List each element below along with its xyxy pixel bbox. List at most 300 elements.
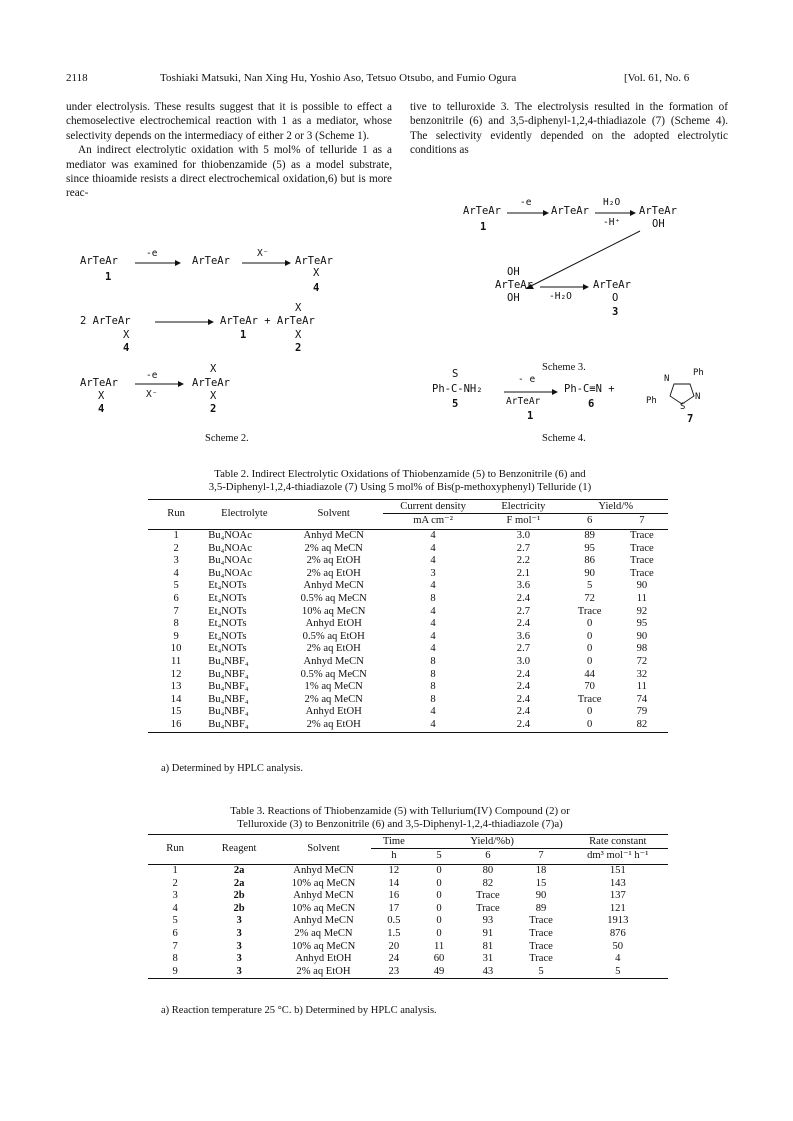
table-cell: Anhyd MeCN [303,530,364,541]
scheme3-oxo: O [612,292,619,304]
scheme2-x: X [295,329,302,341]
table-row [148,618,668,631]
scheme4-arrow-bottom: ArTeAr [506,396,541,407]
table-cell: 49 [433,965,445,977]
table-cell: 2.4 [516,592,531,604]
t2-header-current: Current density [400,501,466,512]
table-cell: Bu₄NBF₄ [208,718,249,730]
table-cell: 1 [173,530,179,541]
table-cell: 90 [584,567,595,579]
table-cell: 89 [535,902,547,914]
table-3 [148,834,668,979]
table-cell: 74 [636,693,648,705]
t3-header-yield-6: 6 [461,849,514,863]
scheme3-oh-top: OH [507,266,520,278]
scheme3-top-arrow2: H₂O [603,197,621,208]
table-cell: 2% aq MeCN [304,693,363,705]
table-cell: 0 [586,655,593,667]
table-cell: 2 [172,877,178,889]
table-cell: Anhyd MeCN [293,865,354,876]
right-column [410,100,728,158]
table-row [148,719,668,732]
table-cell: 2.7 [516,643,531,655]
table-cell: Trace [630,542,654,554]
scheme3-bottom-right: ArTeAr [593,279,631,291]
table-cell: Bu₄NOAc [208,567,252,579]
table-cell: 5 [615,965,621,977]
table-cell: Anhyd EtOH [305,618,362,630]
table-cell: 0 [436,865,442,876]
table-cell: 2.4 [516,706,531,718]
table-cell: 11 [171,655,182,667]
table-cell: 4 [430,643,436,655]
scheme2-r3-right: ArTeAr [192,377,230,389]
table-cell: 89 [584,530,595,541]
table-cell: 3 [172,890,178,902]
table-cell: 72 [584,592,595,604]
scheme3-bottom-left: ArTeAr [495,279,533,291]
scheme2-r2-left: 2 ArTeAr [80,315,131,327]
table-cell: 4 [430,630,436,642]
table-cell: 0 [436,927,442,939]
table-cell: 2% aq MeCN [294,927,353,939]
scheme4-label-6: 6 [588,398,595,410]
table-cell: 5 [538,965,544,977]
scheme2-label-2: 2 [295,342,302,354]
table-cell: 10% aq MeCN [301,605,366,617]
table-cell: Bu₄NBF₄ [208,655,249,667]
table-cell: 0 [586,630,593,642]
table-row [148,656,668,669]
table-cell: 3.6 [516,630,531,642]
table-cell: 2b [233,902,245,914]
table-cell: Anhyd EtOH [295,953,352,965]
table-cell: 11 [433,940,445,952]
table-cell: 2.7 [516,542,531,554]
table-cell: Anhyd MeCN [303,580,364,592]
table-row [148,694,668,707]
table-cell: 9 [173,630,179,642]
table-cell: 3 [236,940,242,952]
table-cell: Trace [577,605,602,617]
table-row [148,915,668,928]
table-cell: 0.5 [387,915,401,927]
table-cell: 2.4 [516,693,531,705]
scheme4-ring-n-right: N [695,392,701,402]
scheme2-r3-arrow-sub: X⁻ [146,389,158,400]
table-cell: 7 [173,605,179,617]
t2-header-yield-7: 7 [616,514,668,528]
t3-header-run: Run [166,843,184,854]
table-cell: 70 [584,681,595,693]
scheme-4 [432,368,732,428]
t2-header-electricity: Electricity [501,501,546,512]
table-cell: 95 [584,542,595,554]
t3-header-yield-7: 7 [514,849,567,863]
table-3-grid [148,835,668,978]
table-cell: Trace [630,567,654,579]
table-cell: 90 [535,890,547,902]
scheme4-s: S [452,368,459,380]
scheme2-r1-right: ArTeAr [295,255,333,267]
table-cell: 3 [236,953,242,965]
table-cell: 2a [233,865,245,876]
scheme3-label-1: 1 [480,221,487,233]
table-cell: Trace [529,953,553,965]
table-cell: 10% aq MeCN [291,877,356,889]
scheme-2 [80,245,380,445]
table-2-grid [148,500,668,732]
table-cell: 9 [172,965,178,977]
table-cell: 81 [482,940,494,952]
table-cell: 23 [388,965,400,977]
table-cell: Et₄NOTs [208,618,247,630]
table-cell: 2 [173,542,179,554]
table-row [148,890,668,903]
table-cell: 90 [636,630,648,642]
scheme2-r1-left: ArTeAr [80,255,118,267]
table-cell: 20 [388,940,400,952]
table-cell: 93 [482,915,494,927]
table-row [148,966,668,979]
table-cell: Trace [529,940,553,952]
table-cell: 4 [430,706,436,718]
table-cell: 5 [586,580,593,592]
table-cell: 0.5% aq MeCN [300,592,367,604]
table-cell: 4 [615,953,621,965]
table-row [148,555,668,568]
scheme2-x: X [123,329,130,341]
scheme3-oh-bottom: OH [507,292,520,304]
table-cell: 10% aq MeCN [291,940,356,952]
table-cell: 0.5% aq MeCN [300,668,367,680]
scheme3-top-mid: ArTeAr [551,205,589,217]
table-cell: 3.0 [516,530,531,541]
scheme4-ring-ph1: Ph [693,368,704,378]
table-cell: 10 [170,643,182,655]
table-row [148,865,668,878]
table-cell: 0 [586,706,593,718]
t2-header-electricity-unit: F mol⁻¹ [483,514,563,528]
table-cell: 121 [609,902,626,914]
table-cell: 50 [612,940,624,952]
t3-header-yield-5: 5 [417,849,462,863]
table-cell: 80 [482,865,494,876]
table-cell: Et₄NOTs [208,643,247,655]
table-2 [148,499,668,733]
scheme-3 [455,195,725,345]
table-row [148,543,668,556]
t2-header-solvent: Solvent [317,508,350,519]
table-cell: 4 [430,555,436,567]
table-cell: 15 [170,706,182,718]
table-cell: 2b [233,890,245,902]
table-3-caption-line-1: Table 3. Reactions of Thiobenzamide (5) with Tellurium(IV) Compound (2) or [230,805,570,817]
table-cell: 12 [170,668,182,680]
table-cell: 0 [436,877,442,889]
table-cell: 2.4 [516,718,531,730]
scheme2-label-1: 1 [105,271,112,283]
table-cell: 60 [433,953,445,965]
table-cell: 92 [636,605,648,617]
table-row [148,593,668,606]
table-row [148,941,668,954]
table-cell: 2% aq EtOH [306,643,361,655]
table-cell: Anhyd MeCN [303,655,364,667]
table-cell: Trace [630,530,654,541]
scheme3-top-right: ArTeAr [639,205,677,217]
table-cell: 17 [388,902,400,914]
table-cell: 2a [233,877,245,889]
scheme3-top-arrow2-sub: -H⁺ [603,217,621,228]
scheme3-top-arrow: -e [520,197,532,208]
scheme2-x: X [210,390,217,402]
table-cell: 4 [430,580,436,592]
scheme2-label-4b: 4 [123,342,130,354]
table-row [148,706,668,719]
table-2-caption-line-2: 3,5-Diphenyl-1,2,4-thiadiazole (7) Using 5 mol% of Bis(p-methoxyphenyl) Telluride (1) [208,481,592,493]
table-cell: 876 [609,927,626,939]
table-cell: 95 [636,618,648,630]
table-cell: 10% aq MeCN [291,902,356,914]
table-cell: Bu₄NOAc [208,530,252,541]
table-2-footnote: a) Determined by HPLC analysis. [161,763,304,774]
table-3-caption-line-2: Telluroxide (3) to Benzonitrile (6) and 3,5-Diphenyl-1,2,4-thiadiazole (7)a) [237,818,563,830]
table-cell: Trace [476,902,500,914]
table-cell: 16 [170,718,182,730]
scheme-4-caption: Scheme 4. [542,433,586,444]
table-cell: 1% aq MeCN [304,681,363,693]
table-cell: 5 [173,580,179,592]
table-cell: 32 [636,668,648,680]
t2-header-yield-6: 6 [564,514,616,528]
scheme3-top-left: ArTeAr [463,205,501,217]
right-paragraph-1: tive to telluroxide 3. The electrolysis resulted in the formation of benzonitrile (6) and 3,5-diphenyl-1,2,4-thiadiazole (7) (Scheme 4). The selectivity evidently depended on the adopted electrolytic conditions as [410,101,728,157]
table-cell: 8 [430,655,436,667]
t3-header-time: Time [382,836,405,847]
table-cell: 3 [236,915,242,927]
t3-header-rate-unit: dm³ mol⁻¹ h⁻¹ [568,849,668,863]
page-number: 2118 [66,72,88,84]
table-row [148,631,668,644]
scheme2-r3-arrow: -e [146,370,158,381]
table-cell: Trace [577,693,602,705]
table-cell: Bu₄NBF₄ [208,668,249,680]
table-cell: 82 [482,877,494,889]
table-row [148,530,668,543]
table-3-footnote: a) Reaction temperature 25 °C. b) Determined by HPLC analysis. [161,1005,437,1016]
table-cell: 2.7 [516,605,531,617]
scheme-3-caption: Scheme 3. [542,362,586,373]
table-cell: 2% aq EtOH [306,718,361,730]
table-cell: 79 [636,706,648,718]
scheme2-x: X [210,363,217,375]
table-cell: Anhyd MeCN [293,915,354,927]
table-cell: 3 [236,965,242,977]
table-cell: 0 [436,902,442,914]
table-cell: 2.4 [516,681,531,693]
table-row [148,643,668,656]
table-cell: 82 [636,718,648,730]
table-2-caption [150,468,650,494]
table-cell: 44 [584,668,595,680]
table-cell: 3 [430,567,436,579]
table-cell: 11 [636,681,647,693]
table-cell: 8 [430,693,436,705]
left-column [66,100,392,201]
table-cell: 4 [430,542,436,554]
table-cell: 16 [388,890,400,902]
table-cell: 0 [586,718,593,730]
table-cell: Trace [630,555,654,567]
table-cell: 137 [609,890,626,902]
table-cell: 1913 [607,915,629,927]
t2-header-current-unit: mA cm⁻² [383,514,483,528]
table-cell: 2.4 [516,618,531,630]
table-cell: 86 [584,555,595,567]
scheme2-label-2b: 2 [210,403,217,415]
table-cell: 14 [170,693,182,705]
table-cell: 2% aq MeCN [304,542,363,554]
table-cell: 1.5 [387,927,401,939]
table-cell: 12 [388,865,400,876]
table-cell: 43 [482,965,494,977]
table-cell: 5 [172,915,178,927]
scheme4-label-7: 7 [687,413,694,425]
left-paragraph-2: An indirect electrolytic oxidation with 5 mol% of telluride 1 as a mediator was examined for thiobenzamide (5) as a model substrate, since thioamide resists a direct electrochemical oxidation,6) but is more reac- [66,144,392,200]
table-cell: Anhyd EtOH [305,706,362,718]
table-cell: 4 [430,530,436,541]
table-row [148,928,668,941]
table-cell: 2% aq EtOH [296,965,351,977]
table-2-caption-line-1: Table 2. Indirect Electrolytic Oxidations of Thiobenzamide (5) to Benzonitrile (6) and [214,468,586,480]
scheme2-x: X [295,302,302,314]
t2-header-run: Run [167,508,185,519]
scheme3-label-3: 3 [612,306,619,318]
table-cell: Trace [529,927,553,939]
table-cell: 2.2 [516,555,531,567]
table-cell: 151 [609,865,626,876]
left-paragraph-1: under electrolysis. These results suggest that it is possible to effect a chemoselective electrochemical reaction with 1 as a mediator, whose selectivity depends on the intermediacy of either 2 or 3 (Scheme 1). [66,101,392,142]
scheme2-label-1b: 1 [240,329,247,341]
table-cell: 98 [636,643,648,655]
table-cell: 15 [535,877,547,889]
table-row [148,878,668,891]
scheme2-label-4c: 4 [98,403,105,415]
table-cell: Bu₄NBF₄ [208,706,249,718]
table-cell: 0 [436,915,442,927]
table-3-bottom-rule [148,978,668,979]
scheme4-arrow-label-1: 1 [527,410,534,422]
table-cell: 2.1 [516,567,531,579]
table-3-caption [150,805,650,831]
table-cell: 13 [170,681,182,693]
scheme2-x: X [313,267,320,279]
table-3-body [148,865,668,979]
table-cell: 0 [586,643,593,655]
scheme2-label-4: 4 [313,282,320,294]
table-cell: 8 [430,681,436,693]
table-row [148,580,668,593]
table-cell: 8 [172,953,178,965]
table-cell: 3.6 [516,580,531,592]
table-cell: Bu₄NBF₄ [208,693,249,705]
t3-header-solvent: Solvent [307,843,340,854]
table-cell: Et₄NOTs [208,580,247,592]
scheme4-arrow-top: - e [518,374,536,385]
t3-header-yield: Yield/%b) [470,836,514,847]
scheme2-r1-arrow1: -e [146,248,158,259]
table-cell: 11 [636,592,647,604]
table-row [148,568,668,581]
table-cell: 8 [430,592,436,604]
table-row [148,903,668,916]
table-cell: 7 [172,940,178,952]
scheme4-reactant: Ph-C-NH₂ [432,383,483,395]
table-cell: 3 [173,555,179,567]
table-cell: Et₄NOTs [208,630,247,642]
table-cell: Bu₄NOAc [208,542,252,554]
table-cell: 6 [172,927,178,939]
scheme2-x: X [98,390,105,402]
table-cell: Anhyd MeCN [293,890,354,902]
table-cell: 4 [430,605,436,617]
table-cell: 2.4 [516,668,531,680]
scheme3-top-oh: OH [652,218,665,230]
table-row [148,681,668,694]
table-cell: 31 [482,953,494,965]
running-authors: Toshiaki Matsuki, Nan Xing Hu, Yoshio Aso, Tetsuo Otsubo, and Fumio Ogura [160,72,517,84]
t2-header-yield: Yield/% [598,501,634,512]
volume-info: [Vol. 61, No. 6 [624,72,690,84]
table-cell: Trace [476,890,500,902]
t3-header-reagent: Reagent [221,843,257,854]
table-cell: 0 [436,890,442,902]
t3-header-time-unit: h [371,849,417,863]
table-cell: 2% aq EtOH [306,555,361,567]
table-row [148,953,668,966]
table-cell: 3.0 [516,655,531,667]
table-cell: 91 [482,927,494,939]
scheme-2-caption: Scheme 2. [205,433,249,444]
scheme3-bottom-arrow: -H₂O [549,291,572,302]
scheme4-label-5: 5 [452,398,459,410]
table-cell: 8 [430,668,436,680]
table-cell: 4 [430,718,436,730]
scheme4-product: Ph-C≡N + [564,383,615,395]
table-cell: 3 [236,927,242,939]
table-cell: 4 [430,618,436,630]
scheme2-r1-arrow2: X⁻ [257,248,269,259]
t2-header-electrolyte: Electrolyte [221,508,268,519]
table-cell: 2% aq EtOH [306,567,361,579]
t3-header-rate: Rate constant [589,836,647,847]
scheme4-ring-ph2: Ph [646,396,657,406]
table-cell: 4 [172,902,178,914]
table-cell: Bu₄NOAc [208,555,252,567]
scheme2-r1-mid: ArTeAr [192,255,230,267]
table-row [148,669,668,682]
table-cell: 6 [173,592,179,604]
table-cell: 1 [172,865,178,876]
table-cell: 0.5% aq EtOH [302,630,365,642]
table-cell: Trace [529,915,553,927]
scheme-3-arrows [455,195,725,345]
scheme2-r3-left: ArTeAr [80,377,118,389]
table-cell: 14 [388,877,400,889]
table-cell: 18 [535,865,547,876]
table-cell: Et₄NOTs [208,592,247,604]
